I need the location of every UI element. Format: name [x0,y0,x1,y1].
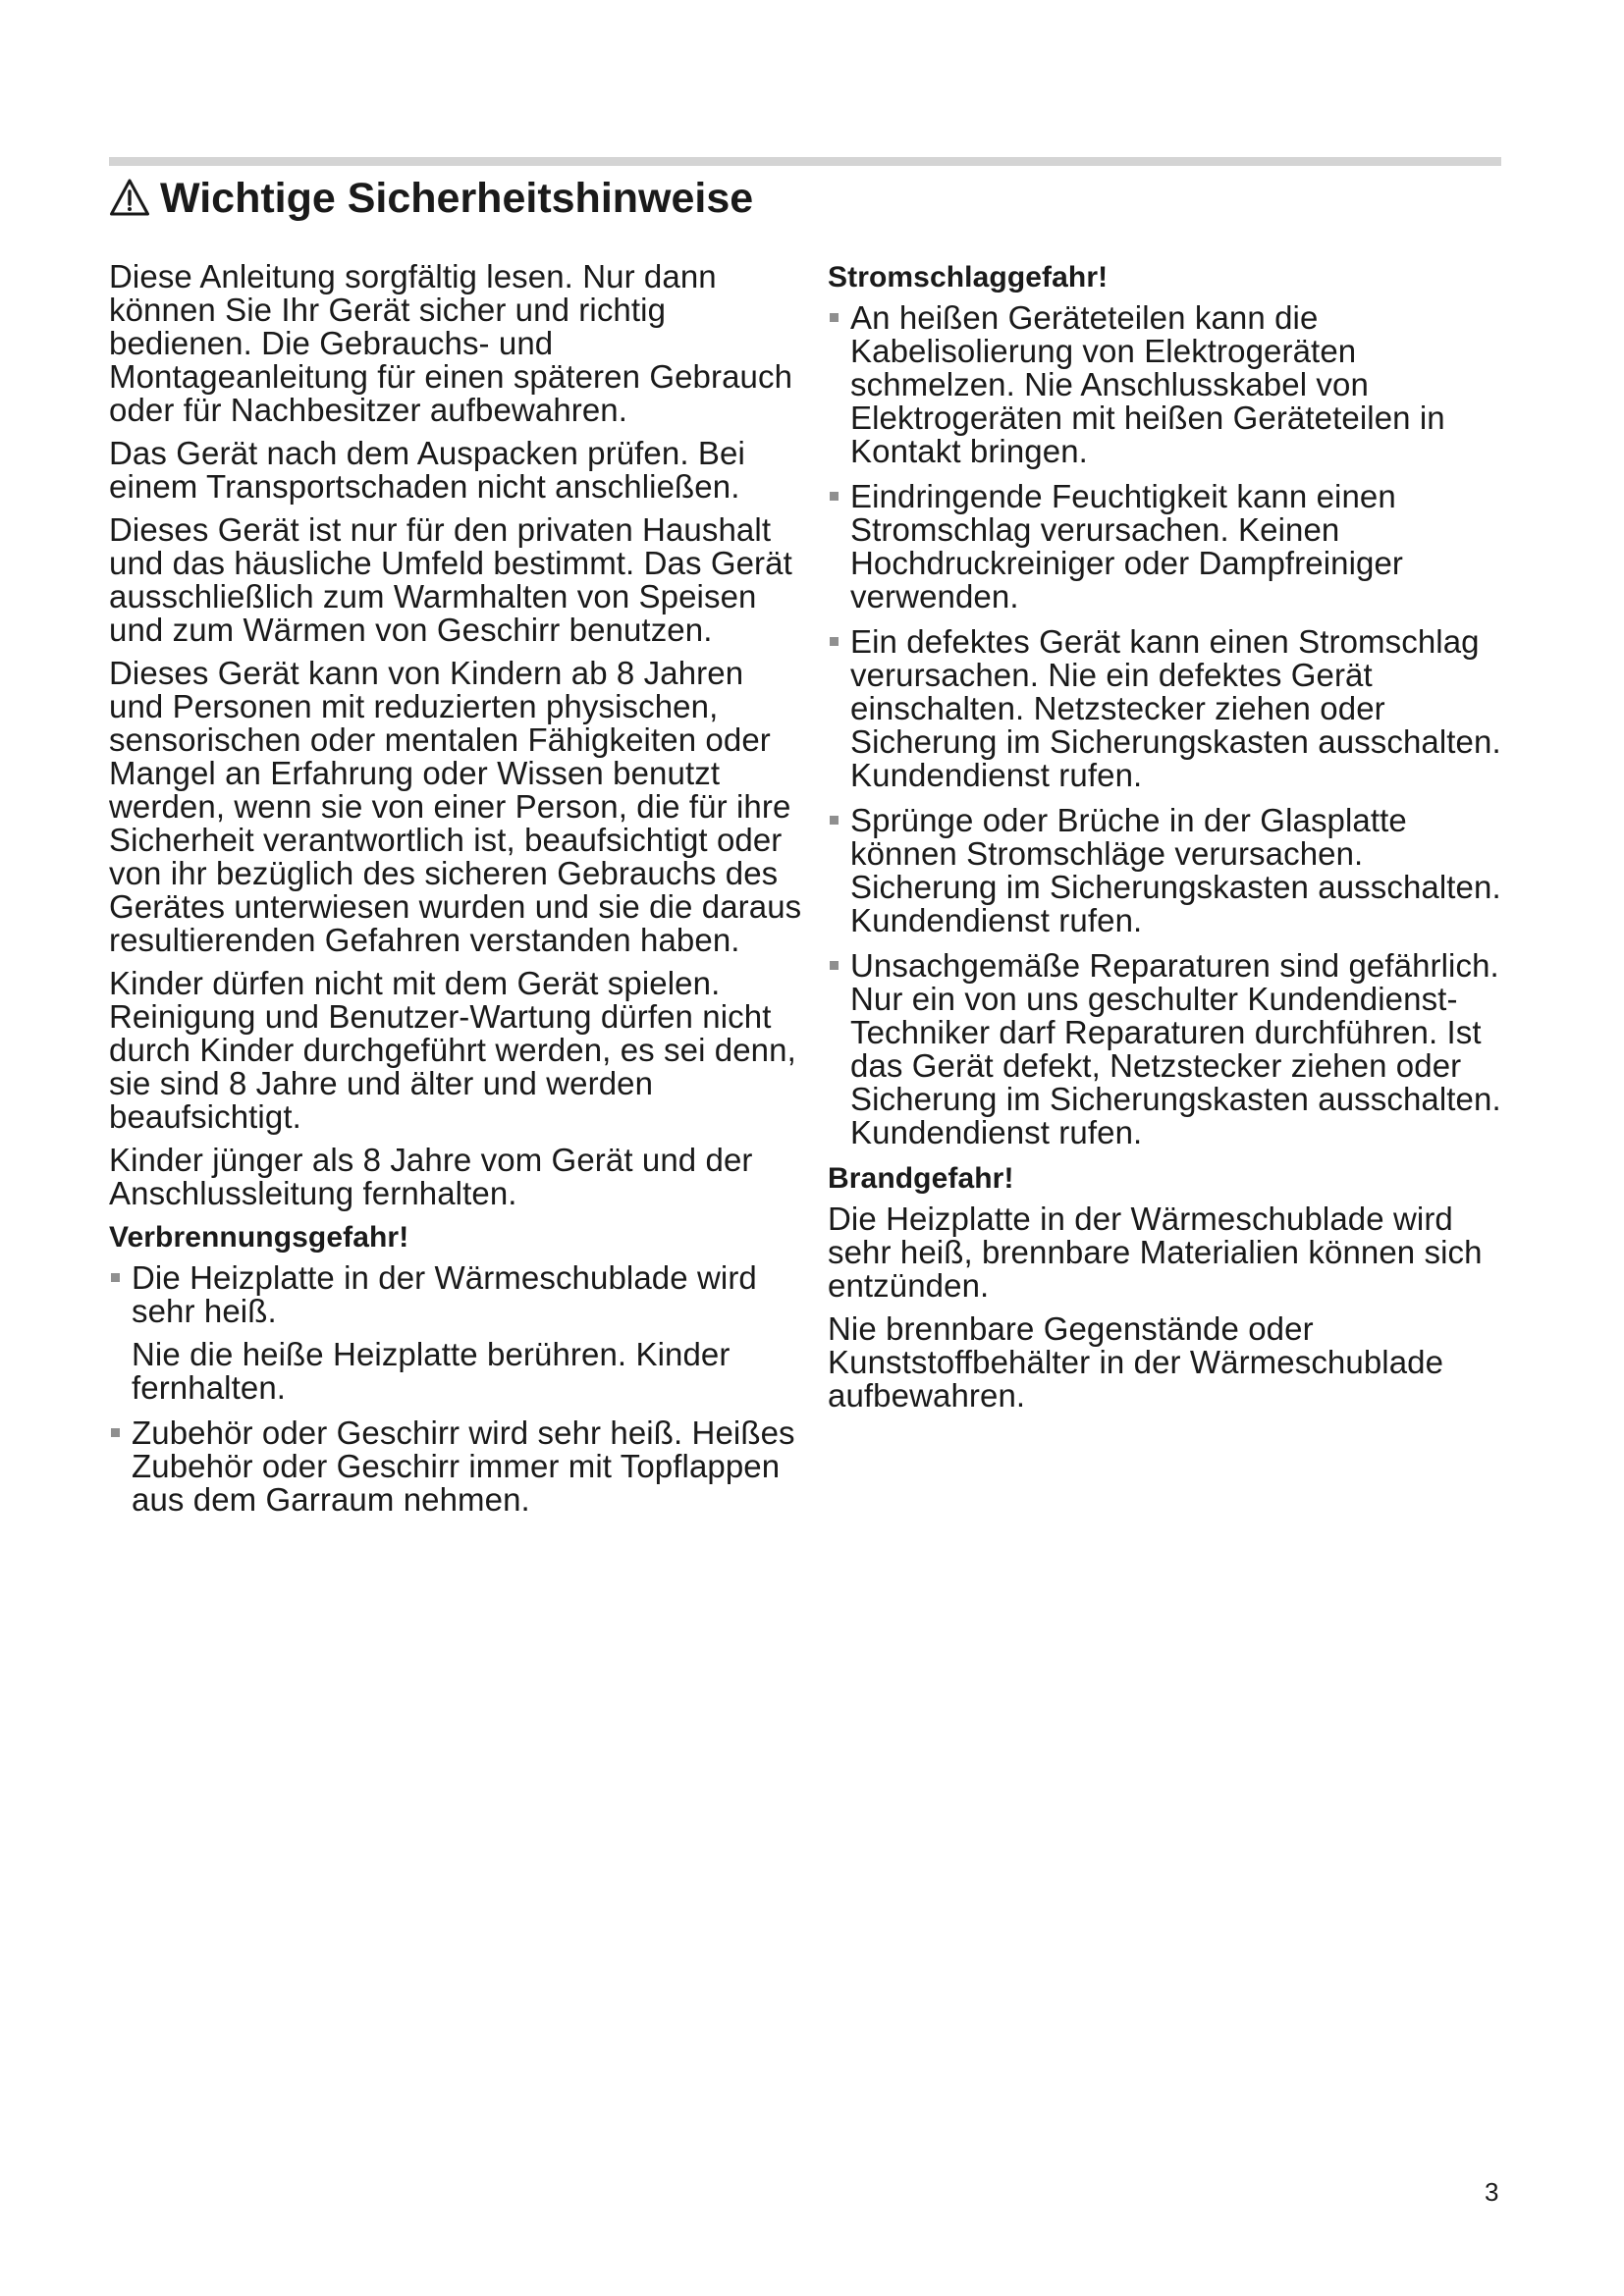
right-column [828,260,1505,1422]
burn-hazard-list [109,1261,804,1517]
list-item [828,625,1505,792]
shock-hazard-list [828,301,1505,1149]
bullet-square-icon [830,816,839,825]
bullet-square-icon [111,1273,120,1282]
warning-triangle-icon [109,178,150,217]
fire-hazard-heading: Brandgefahr! [828,1162,1014,1195]
bullet-square-icon [830,492,839,501]
list-item-text: Unsachgemäße Reparaturen sind gefährlich. Nur ein von uns geschulter Kundendienst-Techniker darf Reparaturen durchführen. Ist das Gerät defekt, Netzstecker ziehen oder Sicherung im Sicherungskasten ausschalten. Kundendienst rufen. [850,947,1501,1150]
list-item [828,301,1505,468]
top-divider-rule [109,157,1501,166]
page-number: 3 [1485,2177,1499,2207]
page-title-text: Wichtige Sicherheitshinweise [160,175,754,222]
bullet-square-icon [830,313,839,322]
list-item [828,949,1505,1149]
bullet-square-icon [830,637,839,646]
bullet-square-icon [111,1428,120,1437]
list-item-text: Eindringende Feuchtigkeit kann einen Stromschlag verursachen. Keinen Hochdruckreiniger oder Dampfreiniger verwenden. [850,478,1404,614]
children-usage-paragraph: Dieses Gerät kann von Kindern ab 8 Jahren und Personen mit reduzierten physischen, sensorischen oder mentalen Fähigkeiten oder Mangel an Erfahrung oder Wissen benutzt werden, wenn sie von einer Person, die für ihre Sicherheit verantwortlich ist, beaufsichtigt oder von ihr bezüglich des sicheren Gebrauchs des Gerätes unterwiesen wurden und sie die daraus resultierenden Gefahren verstanden haben. [109,655,802,958]
fire-hazard-paragraph: Nie brennbare Gegenstände oder Kunststoffbehälter in der Wärmeschublade aufbewahren. [828,1310,1444,1414]
list-item-text: Die Heizplatte in der Wärmeschublade wird sehr heiß. [132,1259,757,1329]
list-item [109,1261,804,1405]
list-item-text: Zubehör oder Geschirr wird sehr heiß. Heißes Zubehör oder Geschirr immer mit Topflappen aus dem Garraum nehmen. [132,1415,795,1518]
list-item [828,804,1505,937]
shock-hazard-heading: Stromschlaggefahr! [828,261,1109,294]
list-item-followup: Nie die heiße Heizplatte berühren. Kinder fernhalten. [132,1336,731,1406]
intro-paragraph: Diese Anleitung sorgfältig lesen. Nur dann können Sie Ihr Gerät sicher und richtig bedienen. Die Gebrauchs- und Montageanleitung für einen späteren Gebrauch oder für Nachbesitzer aufbewahren. [109,258,793,428]
list-item-text: Sprünge oder Brüche in der Glasplatte können Stromschläge verursachen. Sicherung im Sicherungskasten ausschalten. Kundendienst rufen. [850,802,1501,938]
list-item [109,1416,804,1517]
intended-use-paragraph: Dieses Gerät ist nur für den privaten Haushalt und das häusliche Umfeld bestimmt. Das Gerät ausschließlich zum Warmhalten von Speisen und zum Wärmen von Geschirr benutzen. [109,511,792,648]
left-column [109,260,804,1528]
burn-hazard-heading: Verbrennungsgefahr! [109,1221,409,1254]
list-item-text: An heißen Geräteteilen kann die Kabelisolierung von Elektrogeräten schmelzen. Nie Anschlusskabel von Elektrogeräten mit heißen Geräteteilen in Kontakt bringen. [850,299,1445,469]
fire-hazard-paragraph: Die Heizplatte in der Wärmeschublade wird sehr heiß, brennbare Materialien können sich entzünden. [828,1201,1483,1304]
children-play-paragraph: Kinder dürfen nicht mit dem Gerät spielen. Reinigung und Benutzer-Wartung dürfen nicht durch Kinder durchgeführt werden, es sei denn, sie sind 8 Jahre und älter und werden beaufsichtigt. [109,965,796,1135]
list-item-text: Ein defektes Gerät kann einen Stromschlag verursachen. Nie ein defektes Gerät einschalten. Netzstecker ziehen oder Sicherung im Sicherungskasten ausschalten. Kundendienst rufen. [850,623,1501,793]
inspection-paragraph: Das Gerät nach dem Auspacken prüfen. Bei einem Transportschaden nicht anschließen. [109,435,745,505]
page-title [109,169,753,228]
bullet-square-icon [830,961,839,970]
list-item [828,480,1505,614]
children-distance-paragraph: Kinder jünger als 8 Jahre vom Gerät und der Anschlussleitung fernhalten. [109,1142,753,1211]
